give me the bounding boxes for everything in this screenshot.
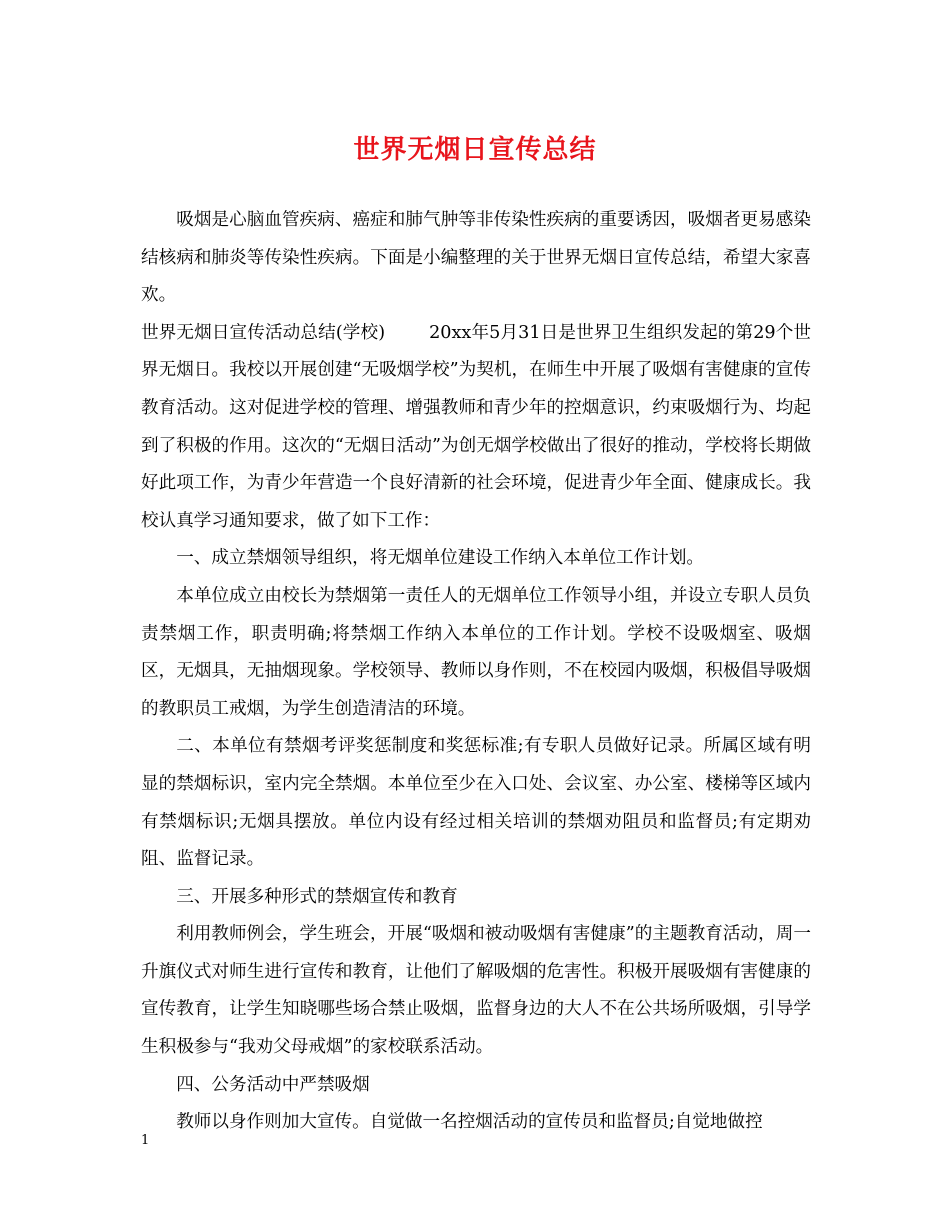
section-body: 20xx年5月31日是世界卫生组织发起的第29个世界无烟日。我校以开展创建“无吸烟学校”为契机，在师生中开展了吸烟有害健康的宣传教育活动。这对促进学校的管理、增强教师和青少年的控烟意识，约束吸烟行为、均起到了积极的作用。这次的“无烟日活动”为创无烟学校做出了很好的推动，学校将长期做好此项工作，为青少年营造一个良好清新的社会环境，促进青少年全面、健康成长。我校认真学习通知要求，做了如下工作： [141, 322, 812, 531]
heading-4: 四、公务活动中严禁吸烟 [176, 1074, 370, 1095]
paragraph-1: 本单位成立由校长为禁烟第一责任人的无烟单位工作领导小组，并设立专职人员负责禁烟工作，职责明确;将禁烟工作纳入本单位的工作计划。学校不设吸烟室、吸烟区，无烟具，无抽烟现象。学校领导、教师以身作则，不在校园内吸烟，积极倡导吸烟的教职员工戒烟，为学生创造清洁的环境。 [141, 585, 811, 719]
document-body [141, 202, 811, 1142]
intro-paragraph: 吸烟是心脑血管疾病、癌症和肺气肿等非传染性疾病的重要诱因，吸烟者更易感染结核病和肺炎等传染性疾病。下面是小编整理的关于世界无烟日宣传总结，希望大家喜欢。 [141, 210, 811, 306]
document-title: 世界无烟日宣传总结 [353, 135, 597, 165]
paragraph-2: 二、本单位有禁烟考评奖惩制度和奖惩标准;有专职人员做好记录。所属区域有明显的禁烟标识，室内完全禁烟。本单位至少在入口处、会议室、办公室、楼梯等区域内有禁烟标识;无烟具摆放。单位内设有经过相关培训的禁烟劝阻员和监督员;有定期劝阻、监督记录。 [141, 736, 811, 870]
paragraph-3: 利用教师例会，学生班会，开展“吸烟和被动吸烟有害健康”的主题教育活动，周一升旗仪式对师生进行宣传和教育，让他们了解吸烟的危害性。积极开展吸烟有害健康的宣传教育，让学生知晓哪些场合禁止吸烟，监督身边的大人不在公共场所吸烟，引导学生积极参与“我劝父母戒烟”的家校联系活动。 [141, 924, 811, 1058]
heading-3: 三、开展多种形式的禁烟宣传和教育 [176, 886, 458, 907]
section-paragraph [141, 315, 811, 541]
paragraph-4: 教师以身作则加大宣传。自觉做一名控烟活动的宣传员和监督员;自觉地做控 [176, 1112, 763, 1133]
page-number: 1 [141, 1133, 150, 1148]
heading-1: 一、成立禁烟领导组织，将无烟单位建设工作纳入本单位工作计划。 [176, 548, 705, 569]
section-title: 世界无烟日宣传活动总结(学校) [141, 322, 386, 343]
